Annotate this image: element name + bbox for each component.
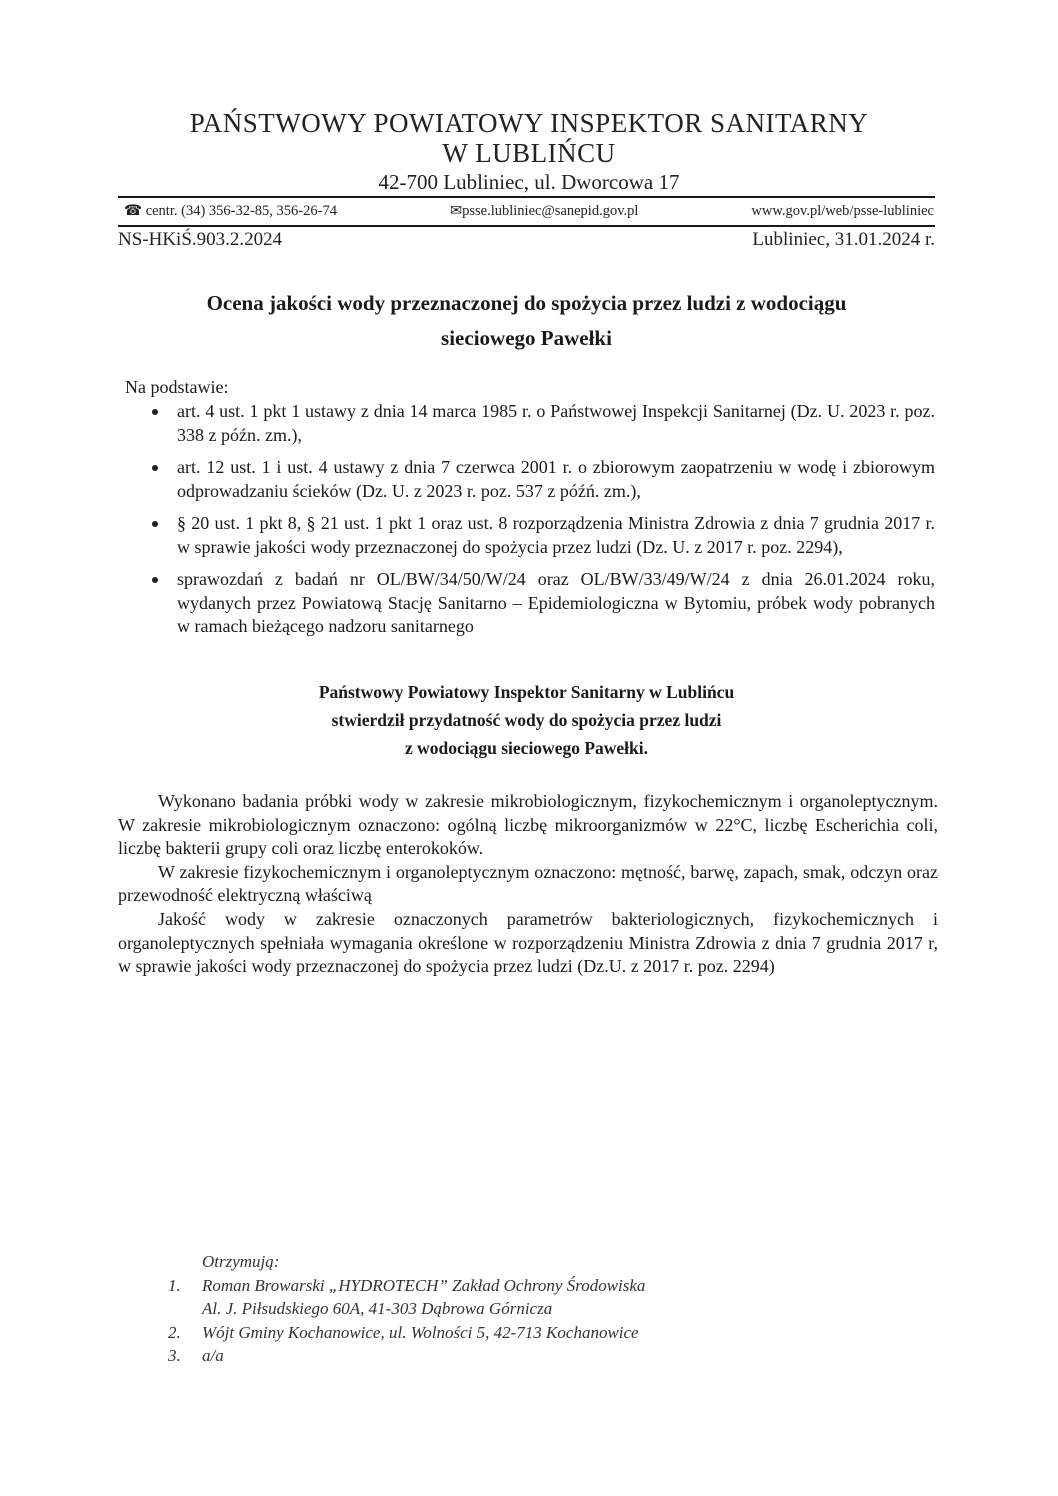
reference-line bbox=[118, 229, 935, 251]
bullet-icon bbox=[152, 409, 158, 415]
legal-basis-list bbox=[150, 400, 935, 648]
contact-line bbox=[124, 203, 934, 220]
legal-basis-item: sprawozdań z badań nr OL/BW/34/50/W/24 oraz OL/BW/33/49/W/24 z dnia 26.01.2024 roku, wydanych przez Powiatową Stację Sanitarno – Epidemiologiczna w Bytomiu, próbek wody pobranych w ramach bieżącego nadzoru sanitarnego bbox=[150, 568, 935, 639]
email-contact[interactable] bbox=[450, 203, 638, 220]
bullet-icon bbox=[152, 577, 158, 583]
document-title-line1: Ocena jakości wody przeznaczonej do spożycia przez ludzi z wodociągu bbox=[206, 291, 847, 315]
place-and-date: Lubliniec, 31.01.2024 r. bbox=[752, 229, 935, 250]
decision-line1: Państwowy Powiatowy Inspektor Sanitarny w Lublińcu bbox=[318, 682, 735, 702]
decision-line2: stwierdził przydatność wody do spożycia przez ludzi bbox=[331, 710, 722, 730]
basis-intro: Na podstawie: bbox=[125, 377, 229, 397]
case-number: NS-HKiŚ.903.2.2024 bbox=[118, 229, 283, 250]
document-title-line2: sieciowego Pawełki bbox=[441, 326, 612, 350]
phone-contact bbox=[124, 203, 337, 220]
legal-basis-item: art. 12 ust. 1 i ust. 4 ustawy z dnia 7 czerwca 2001 r. o zbiorowym zaopatrzeniu w wodę i zbiorowym odprowadzaniu ścieków (Dz. U. z 2023 r. poz. 537 z późń. zm.), bbox=[150, 456, 935, 503]
recipients-list bbox=[168, 1274, 645, 1368]
header-rule-bottom bbox=[118, 225, 935, 227]
recipients-block bbox=[168, 1250, 645, 1368]
website-link[interactable]: www.gov.pl/web/psse-lubliniec bbox=[751, 203, 934, 219]
authority-name: PAŃSTWOWY POWIATOWY INSPEKTOR SANITARNY bbox=[189, 108, 869, 138]
body-paragraph: Jakość wody w zakresie oznaczonych parametrów bakteriologicznych, fizykochemicznych i organoleptycznych spełniała wymagania określone w rozporządzeniu Ministra Zdrowia z dnia 7 grudnia 2017 r, w sprawie jakości wody przeznaczonej do spożycia przez ludzi (Dz.U. z 2017 r. poz. 2294) bbox=[118, 908, 938, 977]
bullet-icon bbox=[152, 465, 158, 471]
decision-line3: z wodociągu sieciowego Pawełki. bbox=[404, 738, 649, 758]
bullet-icon bbox=[152, 521, 158, 527]
recipient-item: 1. Roman Browarski „HYDROTECH” Zakład Ochrony Środowiska Al. J. Piłsudskiego 60A, 41-303 Dąbrowa Górnicza bbox=[168, 1275, 646, 1318]
document-title bbox=[118, 286, 935, 356]
recipients-heading: Otrzymują: bbox=[202, 1252, 280, 1271]
email-address[interactable]: psse.lubliniec@sanepid.gov.pl bbox=[462, 203, 639, 219]
recipient-item: 3. a/a bbox=[168, 1346, 224, 1365]
body-paragraph: W zakresie fizykochemicznym i organoleptycznym oznaczono: mętność, barwę, zapach, smak, odczyn oraz przewodność elektryczną właściwą bbox=[118, 861, 938, 906]
body-paragraph: Wykonano badania próbki wody w zakresie mikrobiologicznym, fizykochemicznym i organoleptycznym. W zakresie mikrobiologicznym oznaczono: ogólną liczbę mikroorganizmów w 22°C, liczbę Escherichia coli, liczbę bakterii grupy coli oraz liczbę enterokoków. bbox=[118, 791, 938, 859]
email-icon: ✉ bbox=[449, 203, 463, 219]
legal-basis-item: art. 4 ust. 1 pkt 1 ustawy z dnia 14 marca 1985 r. o Państwowej Inspekcji Sanitarnej (Dz. U. 2023 r. poz. 338 z późn. zm.), bbox=[150, 400, 935, 447]
authority-location: W LUBLIŃCU bbox=[442, 138, 616, 168]
decision-statement bbox=[118, 678, 935, 762]
phone-number: centr. (34) 356-32-85, 356-26-74 bbox=[145, 203, 337, 219]
authority-address: 42-700 Lubliniec, ul. Dworcowa 17 bbox=[378, 170, 680, 194]
header-rule-top bbox=[118, 196, 935, 198]
telephone-icon: ☎ bbox=[124, 203, 143, 219]
recipient-item: 2. Wójt Gminy Kochanowice, ul. Wolności 5, 42-713 Kochanowice bbox=[168, 1322, 639, 1342]
legal-basis-item: § 20 ust. 1 pkt 8, § 21 ust. 1 pkt 1 oraz ust. 8 rozporządzenia Ministra Zdrowia z dnia 7 grudnia 2017 r. w sprawie jakości wody przeznaczonej do spożycia przez ludzi (Dz. U. z 2017 r. poz. 2294), bbox=[150, 512, 935, 559]
assessment-body bbox=[118, 790, 938, 979]
